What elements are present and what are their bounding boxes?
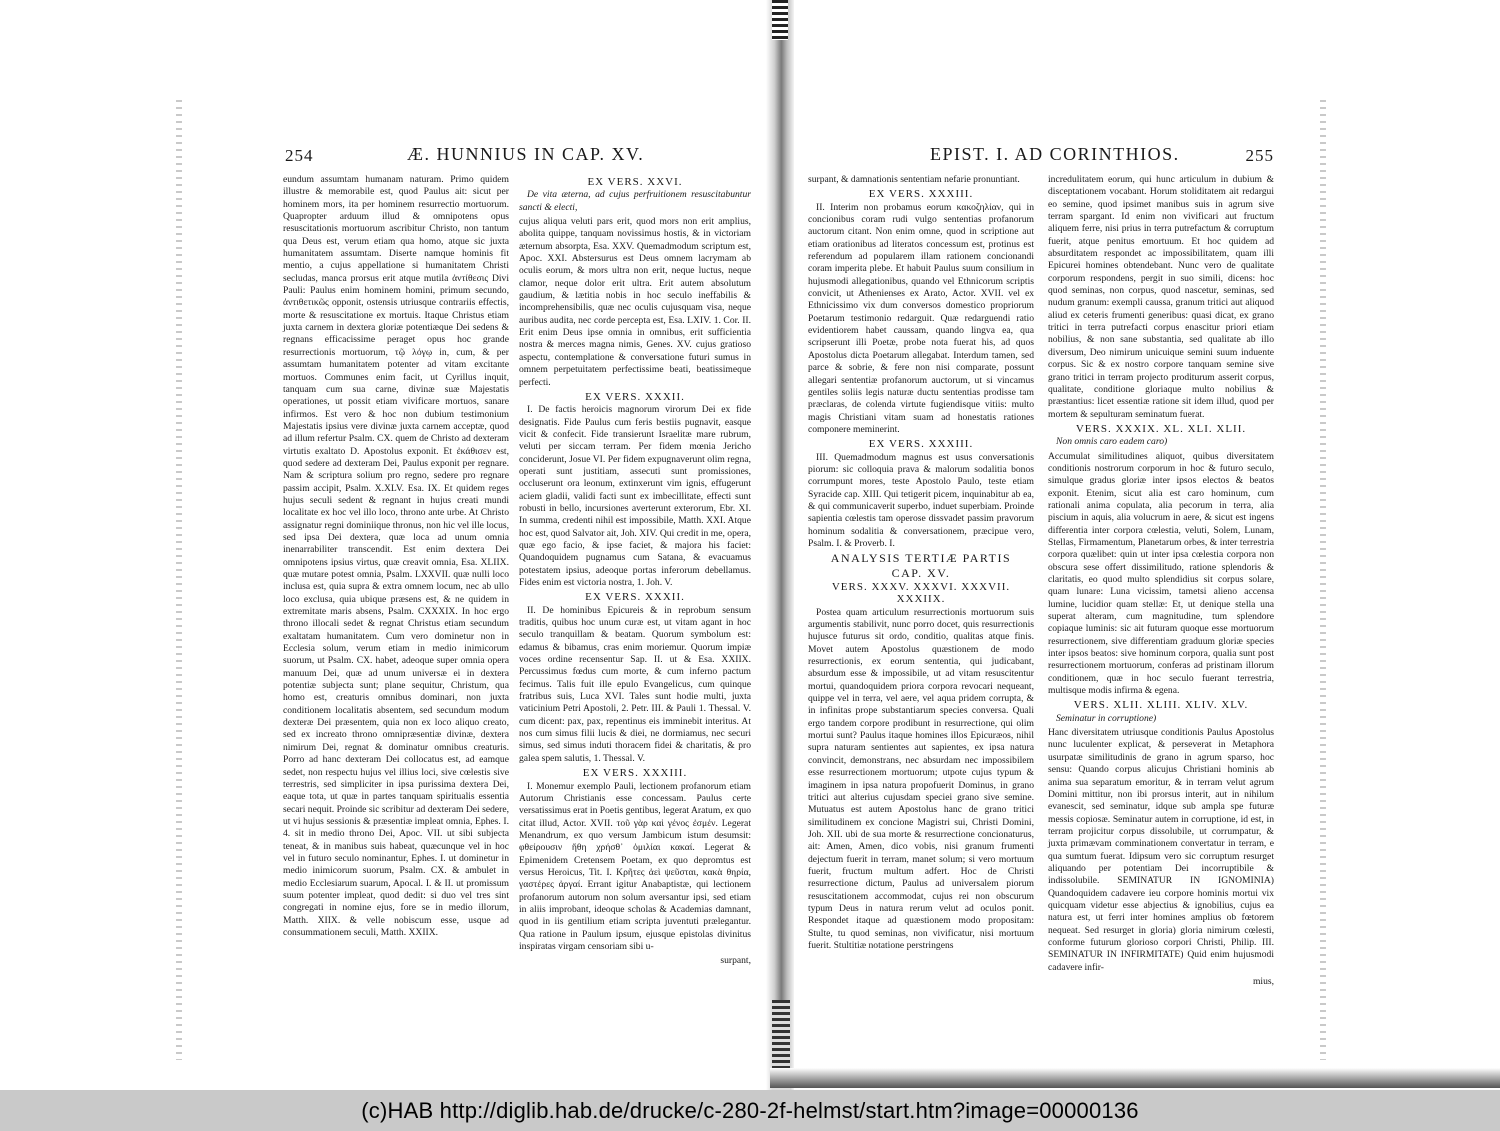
- section-text: III. Quemadmodum magnus est usus conversationis piorum: sic colloquia prava & malorum sodalitia bonos corrumpunt mores, teste Apostolo Paulo, teste etiam Syracide cap. XIII. Qui tetigerit picem, inquinabitur ab ea, & qui communicaverit superbo, induet superbiam. Proinde sapientia cœlestis tam operose dissvadet passim pravorum hominum sodalitia & conversationem, præcipue vero, Psalm. I. & Proverb. I.: [808, 451, 1034, 549]
- spine-top-edge: [772, 0, 788, 40]
- verse-heading: VERS. XXXV. XXXVI. XXXVII. XXXIIX.: [831, 581, 1011, 606]
- left-page-column-1: [283, 174, 509, 941]
- left-page-number: 254: [285, 146, 314, 165]
- book-spine-shadow: [766, 0, 794, 1090]
- section-text: II. De hominibus Epicureis & in reprobum sensum traditis, quibus hoc unum curæ est, ut vitam agant in hoc seculo tranquillam & beatam. Quorum symbolum est: edamus & bibamus, cras enim moriemur. Quorum impiæ voces ordine recensentur Sap. II. ut & Esa. XXIIX. Percussimus fœdus cum morte, & cum inferno pactum fecimus. Talis fuit ille epulo Evangelicus, cum quinque fratribus suis, Luca XVI. Tales sunt hodie multi, juxta vaticinium Petri Apostoli, 2. Petr. III. & Pauli 1. Thessal. V. cum dicent: pax, pax, repentinus eis imminebit interitus. At nos cum simus filii lucis & diei, ne dormiamus, nec securi simus, sed simus induti thoracem fidei & charitatis, & pro galea spem salutis, 1. Thessal. V.: [519, 604, 751, 764]
- page-bottom-edge: [770, 1068, 1500, 1088]
- section-text: surpant, & damnationis sententiam nefarie pronuntiant.: [808, 174, 1020, 185]
- section-text: Accumulat similitudines aliquot, quibus diversitatem conditionis nostrorum corporum in hoc & futuro seculo, simulque gradus gloriæ inter ipsos electos & beatos exponit. Etenim, sicut alia est caro hominum, cum rationali anima copulata, alia pecorum in terra, alia piscium in aquis, alia volucrum in aere, & sicut est ingens differentia inter corpora cœlestia, veluti, Solem, Lunam, Stellas, Firmamentum, Planetarum orbes, & inter terrestria corpora quælibet: quin ut inter ipsa cœlestia corpora non obscura sese offert dissimilitudo, ratione splendoris & claritatis, eo quod multo splendidius sit corpus solare, quam lunare: Luna vicissim, tametsi alieno accensa lumine, lucidior quam stellæ: Et, ut denique stella una superat alteram, cum magnitudine, tum splendore copiaque luminis: sic ait futuram quoque esse mortuorum resurrectionem, sive differentiam graduum gloriæ species inter ipsos beatos: sive hominum corpora, qualia sunt post resurrectionem mortuorum, conferas ad pristinam illorum conditionem, quæ in hoc seculo fuerant terrestria, multisque modis infirma & egena.: [1048, 450, 1274, 697]
- section-heading: EX VERS. XXXII.: [585, 390, 685, 403]
- section-subtitle: De vita æterna, ad cujus perfruitionem resuscitabuntur sancti & electi,: [519, 189, 751, 213]
- right-page-number: 255: [1245, 146, 1274, 165]
- section-heading: EX VERS. XXXIII.: [868, 188, 974, 201]
- right-page-column-2: [1048, 174, 1274, 988]
- analysis-heading: ANALYSIS TERTIÆ PARTIS: [830, 551, 1012, 566]
- section-text: Hanc diversitatem utriusque conditionis Paulus Apostolus nunc luculenter explicat, & perseverat in Metaphora usurpatæ similitudinis de grano in agrum sparso, hoc sensu: Quando corpus alicujus Christiani hominis ab anima sua separatum emoritur, & in terram velut agrum Domini mittitur, non ibi prorsus interit, aut in nihilum evanescit, sed seminatur, idque sub ampla spe futuræ messis copiosæ. Seminatur autem in corruptione, id est, in terram projicitur corpus dissolubile, ut corrumpatur, & juxta primævam comminationem convertatur in terram, e qua sumtum fuerat. Idipsum vero sic corruptum resurget aliquando per potentiam Dei incorruptibile & indissolubile. SEMINATUR IN IGNOMINIA) Quandoquidem cadavere ieu corpore hominis mortui vix quicquam videtur esse abjectius & ignobilius, cujus ea natura est, ut ferri inter homines amplius ob fœtorem nequeat. Sed resurget in gloria) gloria nimirum cœlesti, conforme futurum glorioso corpori Christi, Philip. III. SEMINATUR IN INFIRMITATE) Quid enim hujusmodi cadavere infir-: [1048, 727, 1274, 973]
- section-heading: EX VERS. XXXII.: [585, 591, 685, 604]
- section-subtitle: Seminatur in corruptione): [1056, 712, 1157, 724]
- right-running-title: EPIST. I. AD CORINTHIOS.: [930, 144, 1180, 164]
- right-page-column-1: [808, 174, 1034, 954]
- left-page-column-2: [519, 174, 751, 968]
- section-heading: EX VERS. XXXIII.: [868, 438, 974, 451]
- left-outer-margin-mark: [176, 100, 182, 1060]
- section-heading: EX VERS. XXXIII.: [582, 767, 688, 780]
- section-heading: EX VERS. XXVI.: [587, 176, 683, 188]
- verse-heading: VERS. XXXIX. XL. XLI. XLII.: [1075, 422, 1247, 435]
- left-running-head: [283, 140, 751, 172]
- section-text: cujus aliqua veluti pars erit, quod mors non erit amplius, abolita quippe, tanquam novissimus hostis, & in victoriam æternum absorpta, Esa. XXV. Quemadmodum scriptum est, Apoc. XXI. Abstersurus est Deus omnem lacrymam ab oculis eorum, & mors ultra non erit, neque luctus, neque clamor, neque dolor erit ultra. Erit autem absolutum gaudium, & lætitia nobis in hoc seculo ineffabilis & incomprehensibilis, quæ nec oculis cujusquam visa, neque auribus audita, nec corde percepta est, Esa. LXIV. 1. Cor. II. Erit enim Deus ipse omnia in omnibus, erit sufficientia nostra & merces magna nimis, Genes. XV. cujus gratioso aspectu, contemplatione & conversatione futuri sumus in omnem perpetuitatem perfectissime beati, beatissimeque perfecti.: [519, 216, 751, 388]
- source-credit-bar: (c)HAB http://diglib.hab.de/drucke/c-280-2f-helmst/start.htm?image=00000136: [0, 1090, 1500, 1131]
- left-running-title: Æ. HUNNIUS IN CAP. XV.: [407, 144, 645, 164]
- chapter-heading: CAP. XV.: [891, 565, 951, 580]
- section-text: incredulitatem eorum, qui hunc articulum in dubium & disceptationem vocabant. Horum stoliditatem ait redargui eo semine, quod ipsimet manibus suis in agrum sive terram spargant. Id enim non vivificari aut fructum aliquem ferre, nisi prius in terra putrefactum & corruptum fuerit, atque penitus emortuum. Et hoc quidem ad absurditatem respondet ac impossibilitatem, quam illi Epicurei homines obtendebant. Nunc vero de qualitate corporum respondens, pergit in suo simili, dicens: hoc quod seminas, non corpus, quod nascetur, seminas, sed nudum granum: exempli caussa, granum tritici aut aliquod aliud ex ceteris frumenti generibus: quasi dicat, ex grano tritici in terra putrefacti corpus enascitur priori etiam nobilius, & non sane substantia, sed qualitate ab illo diversum, Deo nimirum unicuique semini suum induente corpus. Sic & ex nostro corpore tanquam semine sive grano tritici in terram projecto proditurum asserit corpus, qualitate, conditione gloriaque multo nobilius & præstantius: licet essentiæ ratione sit idem illud, quod per mortem & sepulturam seminatum fuerat.: [1048, 174, 1274, 420]
- section-text: Postea quam articulum resurrectionis mortuorum suis argumentis stabilivit, nunc porro docet, quis resurrectionis hujusce futurus sit ordo, conditio, qualitas atque finis. Movet autem Apostolus quæstionem de modo resurrectionis, ex eorum sententia, qui judicabant, absurdum esse & impossibile, ut ad vitam resuscitentur mortui, quandoquidem priora corpora revocari nequeant, quippe vel in terra, vel aere, vel aqua pridem corrupta, & in infinitas prope substantiarum species conversa. Quali ergo tandem corpore prodibunt in resurrectione, qui olim mortui sunt? Paulus itaque homines illos Epicuræos, nihil supra naturam sentientes aut sapientes, ex ipsa natura convincit, demonstrans, nec absurdam nec impossibilem esse resurrectionem mortuorum; utpote cujus typum & imaginem in ipsa natura propofuerit Dominus, in grano tritici aut alterius cujusdam speciei grano sive semine. Mutuatus est autem Apostolus hanc de grano tritici similitudinem ex concione Magistri sui, Christi Domini, Joh. XII. ubi de sua morte & resurrectione concionaturus, ait: Amen, Amen, dico vobis, nisi granum frumenti dejectum fuerit in terram, manet solum; si vero mortuum fuerit, fructum multum adfert. Hoc de Christi resurrectione dictum, Paulus ad universalem piorum resuscitationem accommodat, cujus rei non obscurum typum Deus in natura rerum velut ad oculos ponit. Respondet itaque ad quæstionem modo propositam: Stulte, tu quod seminas, non vivificatur, nisi mortuum fuerit. Stultitiæ notatione perstringens: [808, 606, 1034, 951]
- catchword: mius,: [1252, 976, 1274, 987]
- section-subtitle: Non omnis caro eadem caro): [1056, 436, 1168, 448]
- section-text: I. De factis heroicis magnorum virorum Dei ex fide designatis. Fide Paulus cum feris bestiis pugnavit, easque vicit & confecit. Fide transierunt Israelitæ mare rubrum, veluti per siccam terram. Per fidem mœnia Jericho conciderunt, Josue VI. Per fidem expugnaverunt olim regna, operati sunt justitiam, assecuti sunt promissiones, occluserunt ora leonum, extinxerunt vim ignis, effugerunt aciem gladii, validi facti sunt ex imbecillitate, effecti sunt robusti in bello, incursiones averterunt exterorum, Ebr. XI. In summa, credenti nihil est impossibile, Matth. XXI. Atque hoc est, quod Salvator ait, Joh. XIV. Qui credit in me, opera, quæ ego facio, & ipse faciet, & majora his faciet: Quandoquidem pugnamus cum Satana, & evacuamus potestatem ipsius, adeoque portas inferorum debellamus. Fides enim est victoria nostra, 1. Joh. V.: [519, 404, 751, 588]
- right-page: [808, 140, 1274, 1070]
- left-col1-text: eundum assumtam humanam naturam. Primo quidem illustre & memorabile est, quod Paulus ait: sicut per hominem mors, ita per hominem resurrectio mortuorum. Quapropter arduum illud & omnipotens opus resuscitationis mortuorum ascribitur Christo, non tantum qua Deus est, verum etiam qua homo, atque sic juxta humanitatem assumtam. Diserte namque hominis fit mentio, a cujus appellatione si humanitatem Christi secludas, manca prorsus erit atque mutila ἀντίθεσις Divi Pauli: Paulus enim hominem homini, primum secundo, ἀντιθετικῶς opponit, ostensis utriusque contrariis effectis, morte & resuscitatione ex mortuis. Itaque Christus etiam juxta carnem in dextera gloriæ potentiæque Dei sedens & regnans efficacissime peraget opus hoc grande resurrectionis mortuorum, τῷ λόγῳ in, cum, & per assumtam humanitatem potenter ad vitam excitante mortuos. Communes enim facit, ut Cyrillus inquit, tanquam cum sua carne, divinæ suæ Majestatis operationes, ut possit etiam vivificare mortuos, sanare infirmos. Est vero & hoc non dubium testimonium Majestatis ipsius vere divinæ juxta carnem acceptæ, quod ad illum refertur Psalm. CX. quem de Christo ad dexteram virtutis exaltato D. Apostolus exponit. Et ἐκάθισεν est, quod sedere ad dexteram Dei, Paulus exponit per regnare. Nam & scriptura solium pro regno, sedere pro regnare passim accipit, Psalm. X.XLV. Esa. IX. Et quidem reges hujus seculi sedent & regnant in hujus creati mundi localitate ex hoc vel illo loco, throno ante urbe. At Christo assignatur regni dominiique thronus, non hic vel ille locus, sed ipsa Dei dextera, quæ loca ad unum omnia inenarrabiliter transcendit. Est enim dextera Dei omnipotens ipsius virtus, quæ creavit omnia, Esa. XLIIX. quæ mutare potest omnia, Psalm. LXXVII. quæ nulli loco inclusa est, quia supra & extra omnem locum, nec ab ullo loco exclusa, quia ubique præsens est, & ne quidem in extremitate maris absens, Psalm. CXXXIX. In hoc ergo throno illocali sedet & regnat Christus etiam secundum exaltatam humanitatem. Cum vero dominetur non in Ecclesia solum, verum etiam in medio inimicorum suorum, ut Psalm. CX. habet, adeoque super omnia opera manuum Dei, quæ ad unum universæ ei in dextera potentiæ subjecta sunt; plane sequitur, Christum, qua homo est, creaturis omnibus dominari, non juxta conditionem localitatis absentem, sed secundum modum dexteræ Dei præsentem, quia non ex loco aliquo creato, sed ex increato throno omnipræsentiæ divinæ, dextera nimirum Dei, regnat & dominatur omnibus creaturis. Porro ad hanc dexteram Dei collocatus est, ad eamque sedet, non respectu hujus vel illius loci, sive cœlestis sive terrestris, sed simpliciter in ipsa purissima dextera Dei, eaque tota, ut quæ in partes tanquam spiritualis essentia secari nequit. Proinde sic scribitur ad dexteram Dei sedere, ut vi hujus sessionis & præsentiæ impleat omnia, Ephes. I. 4. sit in medio throno Dei, Apoc. VII. ut sibi subjecta teneat, & in manibus suis habeat, quæcunque vel in hoc vel in futuro seculo nominantur, Ephes. I. ut dominetur in medio inimicorum suorum, Psalm. CX. & ambulet in medio Ecclesiarum suarum, Apocal. I. & II. ut promissum suum potenter impleat, quod dedit: si duo vel tres sint congregati in nomine ejus, fore se in medio illorum, Matth. XIIX. & velle nobiscum esse, usque ad consummationem seculi, Matth. XXIIX.: [283, 174, 509, 938]
- verse-heading: VERS. XLII. XLIII. XLIV. XLV.: [1073, 699, 1249, 712]
- catchword: surpant,: [720, 955, 751, 967]
- right-running-head: [808, 140, 1274, 172]
- right-outer-margin-mark: [1320, 100, 1326, 1060]
- left-page: [283, 140, 751, 1070]
- section-text: II. Interim non probamus eorum κακοζηλίαν, qui in concionibus coram rudi vulgo sententias profanorum auctorum citant. Non enim omne, quod in scriptione aut etiam orationibus ad literatos concessum est, protinus est referendum ad popularem illam rationem concionandi coram imperita plebe. Et habuit Paulus suum consilium in hujusmodi allegationibus, quando vel Ethnicorum scriptis convicit, ut Athenienses ex Arato, Actor. XVII. vel ex Ethnicissimo vix dum conversos domestico propriorum Poetarum testimonio redarguit. Quæ redarguendi ratio evidentiorem habet caussam, quando lingva ea, qua scripserunt illi Poetæ, probe nota fuerat his, ad quos Apostolus dicta Poetarum allegabat. Interdum tamen, sed parce & sobrie, & fere non nisi comparate, possunt allegari sententiæ profanorum auctorum, ut si vincamus gentiles soliis legis naturæ ductu sententias prodisse tam præclaras, de colenda virtute fugiendisque vitiis: multo magis Christiani vitam suam ad honestatis rationes componere meminerint.: [808, 201, 1034, 435]
- section-text: I. Monemur exemplo Pauli, lectionem profanorum etiam Autorum Christianis esse concessam. Paulus certe versatissimus erat in Poetis gentibus, legerat Aratum, ex quo citat illud, Actor. XVII. τοῦ γὰρ καὶ γένος ἐσμέν. Legerat Menandrum, ex quo versum Jambicum istum desumsit: φθείρουσιν ἤθη χρήσθ᾽ ὁμιλίαι κακαί. Legerat & Epimenidem Cretensem Poetam, ex quo depromtus est versus Heroicus, Tit. I. Κρῆτες ἀεὶ ψεῦσται, κακὰ θηρία, γαστέρες ἀργαί. Errant igitur Anabaptistæ, qui lectionem profanorum autorum non solum aversantur ipsi, sed etiam in aliis improbant, ideoque scholas & Academias damnant, quod in iis gentilium etiam scripta juventuti prælegantur. Qua ratione in Paulum ipsum, ejusque epistolas divinitus inspiratas virgam censoriam sibi u-: [519, 780, 751, 952]
